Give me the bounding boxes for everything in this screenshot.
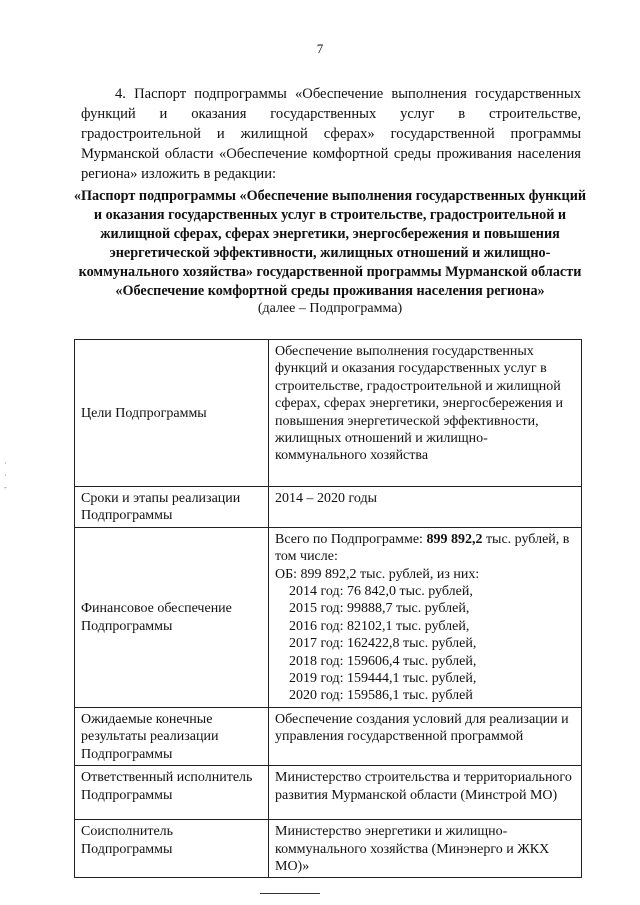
terms-value: 2014 – 2020 годы (269, 487, 582, 528)
table-row-goals (75, 340, 582, 487)
table-row-executor (75, 766, 582, 820)
finance-year-2015: 2015 год: 99888,7 тыс. рублей, (289, 601, 470, 617)
coexecutor-value: Министерство энергетики и жилищно-коммунального хозяйства (Минэнерго и ЖКХ МО)» (269, 820, 582, 878)
table-row-finance (75, 527, 582, 707)
table-row-coexecutor (75, 820, 582, 878)
table-row-results (75, 707, 582, 765)
coexecutor-label: Соисполнитель Подпрограммы (75, 820, 269, 878)
finance-year-2017: 2017 год: 162422,8 тыс. рублей, (289, 636, 477, 652)
terms-label: Сроки и этапы реализации Подпрограммы (75, 487, 269, 528)
finance-total-line (275, 531, 575, 566)
finance-ob-line: ОБ: 899 892,2 тыс. рублей, из них: (275, 566, 480, 582)
page-number: 7 (316, 41, 324, 56)
passport-table (74, 339, 582, 878)
finance-total-suffix: тыс. рублей, в том числе: (275, 531, 570, 565)
finance-total-prefix: Всего по Подпрограмме: (275, 531, 427, 547)
results-value: Обеспечение создания условий для реализации и управления государственной программой (269, 707, 582, 765)
finance-year-2018: 2018 год: 159606,4 тыс. рублей, (289, 653, 477, 669)
results-label: Ожидаемые конечные результаты реализации Подпрограммы (75, 707, 269, 765)
finance-year-2020: 2020 год: 159586,1 тыс. рублей (289, 688, 473, 704)
finance-year-2019: 2019 год: 159444,1 тыс. рублей, (289, 671, 477, 687)
goals-value: Обеспечение выполнения государственных функций и оказания государственных услуг в строительстве, градостроительной и жилищной сферах, сферах энергетики, энергосбережения и повышения энергетической эффективности, жилищных отношений и жилищно-коммунального хозяйства (269, 340, 582, 487)
executor-label: Ответственный исполнитель Подпрограммы (75, 766, 269, 820)
finance-total-amount: 899 892,2 (426, 531, 483, 547)
finance-value (269, 527, 582, 707)
footer-rule (260, 893, 320, 894)
passport-heading: «Паспорт подпрограммы «Обеспечение выполнения государственных функций и оказания государственных услуг в строительстве, градостроительной и жилищной сферах, сферах энергетики, энергосбережения и повышения энергетической эффективности, жилищных отношений и жилищно-коммунального хозяйства» государственной программы Мурманской области «Обеспечение комфортной среды проживания населения региона» (73, 188, 587, 299)
table-row-terms (75, 487, 582, 528)
executor-value: Министерство строительства и территориального развития Мурманской области (Минстрой МО) (269, 766, 582, 820)
passport-subnote: (далее – Подпрограмма) (257, 301, 403, 316)
goals-label: Цели Подпрограммы (75, 340, 269, 487)
finance-label: Финансовое обеспечение Подпрограммы (75, 527, 269, 707)
intro-paragraph (81, 84, 581, 184)
finance-year-2014: 2014 год: 76 842,0 тыс. рублей, (289, 584, 473, 600)
finance-year-2016: 2016 год: 82102,1 тыс. рублей, (289, 618, 470, 634)
margin-scan-marks: · · - (4, 459, 7, 492)
intro-text: 4. Паспорт подпрограммы «Обеспечение выполнения государственных функций и оказания государственных услуг в строительстве, градостроительной и жилищной сферах» государственной программы Мурманской области «Обеспечение комфортной среды проживания населения региона» изложить в редакции: (81, 86, 581, 182)
